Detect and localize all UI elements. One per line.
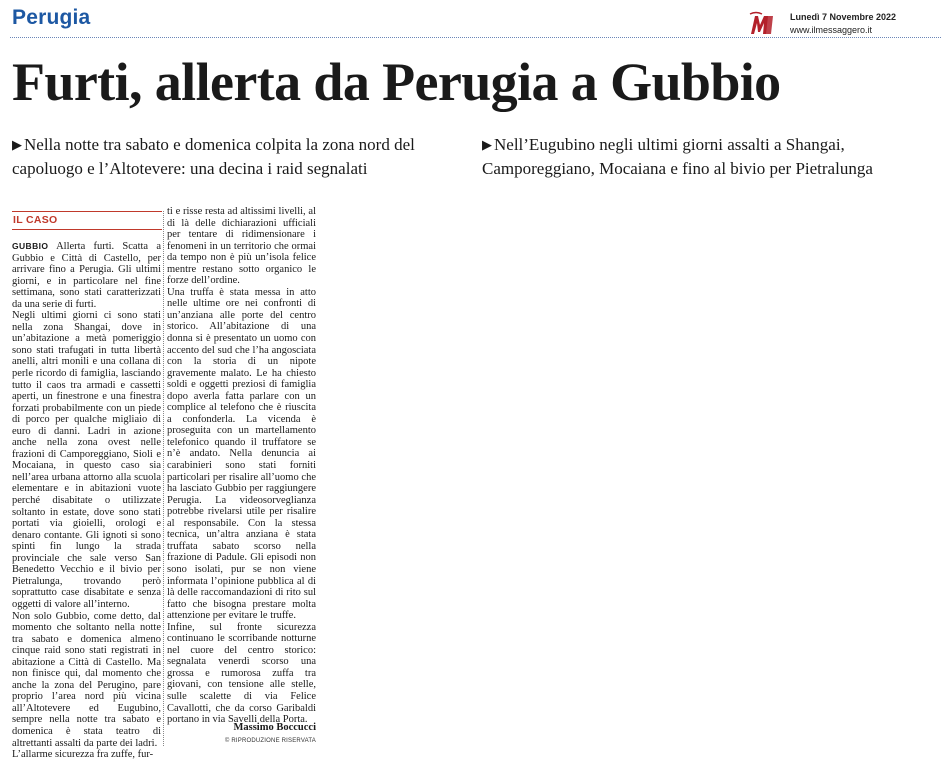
body-column-2 [167,206,316,726]
section-name: Perugia [12,6,91,29]
paragraph: ti e risse resta ad altissimi livelli, al di là delle dichiarazioni ufficiali per tentare di ridimensionare i fenomeni in un territorio che ormai da tempo non è più un’isola felice mentre restano sotto organico le forze dell’ordine. [167,206,316,287]
site-url: www.ilmessaggero.it [790,25,873,35]
paragraph: Una truffa è stata messa in atto nelle ultime ore nei confronti di un’anziana alle porte del centro storico. All’abitazione di una donna si è presentato un uomo con accento del sud che l’ha angosciata con la storia di un nipote gravemente malato. Le ha chiesto soldi e oggetti preziosi di famiglia dopo averla fatta parlare con un complice al telefono che è riuscita a confonderla. La vicenda è proseguita con un martellamento telefonico quando il truffatore se n’è andato. Nella denuncia ai carabinieri sono stati forniti particolari per risalire all’uomo che ha lasciato Gubbio per raggiungere Perugia. La videosorveglianza potrebbe rivelarsi utile per risalire al responsabile. Con la stessa tecnica, un’altra anziana è stata truffata sabato scorso nella frazione di Padule. Gli episodi non sono isolati, pur se non viene informata l’opinione pubblica al di là delle raccomandazioni di rito sul fatto che bisogna prestare molta attenzione per evitare le truffe. [167,286,316,622]
column-divider [163,211,164,746]
issue-date: Lunedì 7 Novembre 2022 [790,12,897,22]
newspaper-logo-icon [748,10,776,38]
header-rule [10,37,941,38]
subhead-right-text: Nell’Eugubino negli ultimi giorni assalti a Shangai, Camporeggiano, Mocaiana e fino al bivio per Pietralunga [482,135,873,178]
paragraph: Negli ultimi giorni ci sono stati nella zona Shangai, dove in un’abitazione a metà pomeriggio sono stati trafugati in tutta libertà anelli, altri monili e una collana di perle ricordo di famiglia, lasciando tutto il caos tra armadi e cassetti aperti, un finestrone e una finestra forzati probabilmente con un piede di porco per qualche migliaio di euro di danni. Ladri in azione anche nella zona ovest nelle frazioni di Camporeggiano, Sioli e Mocaiana, in questo caso sia nell’area urbana attorno alla scuola elementare e in abitazioni vuote perché disabitate o utilizzate soltanto in estate, dove sono stati portati via gioielli, orologi e denaro contante. Gli ignoti si sono spinti fin lungo la strada provinciale che sale verso San Benedetto Vecchio e il bivio per Pietralunga, trovando però soprattutto case disabitate e senza oggetti di valore all’interno. [12,310,161,610]
author-signature: Massimo Boccucci [233,722,316,733]
subhead-right [482,133,944,180]
subhead-left [12,133,472,180]
paragraph: Infine, sul fronte sicurezza continuano le scorribande notturne nel cuore del centro storico: segnalata venerdì scorso una grossa e rumorosa zuffa tra giovani, con tensione alle stelle, sulle scalette di via Felice Cavallotti, che da corso Garibaldi portano in via Savelli della Porta. [167,621,316,726]
triangle-bullet-icon: ▶ [482,137,492,152]
paragraph: L’allarme sicurezza fra zuffe, fur- [12,749,154,761]
paragraph-text: Allerta furti. Scatta a Gubbio e Città di Castello, per arrivare fino a Perugia. Gli ultimi giorni, e in particolare nel fine settimana, sono stati caratterizzati da una serie di furti. [12,241,161,310]
subhead-left-text: Nella notte tra sabato e domenica colpita la zona nord del capoluogo e l’Altotevere: una decina i raid segnalati [12,135,415,178]
dateline: GUBBIO [12,241,49,251]
copyright-notice: © RIPRODUZIONE RISERVATA [224,738,316,744]
paragraph [12,241,161,310]
triangle-bullet-icon: ▶ [12,137,22,152]
headline: Furti, allerta da Perugia a Gubbio [12,52,781,112]
body-column-1 [12,241,161,761]
paragraph: Non solo Gubbio, come detto, dal momento che soltanto nella notte tra sabato e domenica almeno cinque raid sono stati registrati in abitazione a Città di Castello. Ma non finisce qui, dal momento che anche la zona del Perugino, pare proprio l’area nord più vicina all’Altotevere ed Eugubino, sempre nella notte tra sabato e domenica è stata teatro di altrettanti assalti da parte dei ladri. [12,610,161,749]
kicker: IL CASO [12,211,162,230]
